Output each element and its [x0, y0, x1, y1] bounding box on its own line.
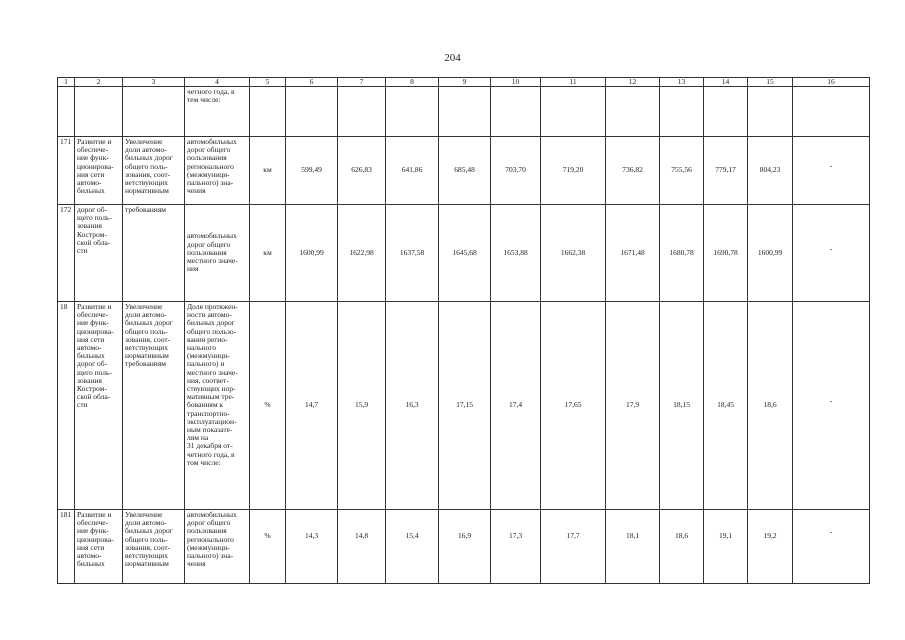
value-cell: 685,48: [439, 137, 491, 205]
table-row-172: [58, 205, 870, 302]
table-cell: [491, 87, 541, 137]
goal-cell: [123, 510, 185, 584]
value-cell: 736,82: [606, 137, 660, 205]
value-cell: 17,4: [491, 302, 541, 510]
value-cell: 18,15: [660, 302, 704, 510]
table-row-continuation: [58, 87, 870, 137]
goal-cell: [123, 302, 185, 510]
value-cell: 703,70: [491, 137, 541, 205]
note-cell: [793, 302, 870, 510]
table-cell: [541, 87, 606, 137]
cell-text: Увеличение доли автомо- бильных дорог общего поль- зования, соот- ветствующих нормативным: [125, 510, 173, 569]
value-cell: 1680,78: [660, 205, 704, 302]
indicator-name-cell: [185, 510, 250, 584]
value-cell: 1600,99: [286, 205, 338, 302]
value-cell: 16,9: [439, 510, 491, 584]
header-cell: 1: [58, 78, 75, 87]
cell-text: -: [829, 161, 833, 171]
value-cell: 1622,98: [338, 205, 386, 302]
note-cell: [793, 510, 870, 584]
header-cell: 3: [123, 78, 185, 87]
cell-text: -: [829, 396, 833, 406]
row-number-cell: 18: [58, 302, 75, 510]
indicator-name-cell: [185, 302, 250, 510]
header-cell: 13: [660, 78, 704, 87]
table-row-171: [58, 137, 870, 205]
value-cell: 1671,48: [606, 205, 660, 302]
goal-cell: [123, 205, 185, 302]
program-cell: [75, 302, 123, 510]
header-cell: 5: [250, 78, 286, 87]
value-cell: 17,65: [541, 302, 606, 510]
value-cell: 1645,68: [439, 205, 491, 302]
value-cell: 1653,88: [491, 205, 541, 302]
cell-text: Развитие и обеспече- ние функ- ционирова- ния сети автомо- бильных: [77, 137, 114, 196]
row-number-cell: 181: [58, 510, 75, 584]
table-cell: [286, 87, 338, 137]
value-cell: 17,7: [541, 510, 606, 584]
value-cell: 1600,99: [748, 205, 793, 302]
value-cell: 18,45: [704, 302, 748, 510]
page-number: 204: [444, 52, 461, 64]
indicator-name-cell: [185, 137, 250, 205]
value-cell: 1690,78: [704, 205, 748, 302]
header-cell: 14: [704, 78, 748, 87]
value-cell: 626,83: [338, 137, 386, 205]
value-cell: 14,8: [338, 510, 386, 584]
value-cell: 18,1: [606, 510, 660, 584]
value-cell: 719,20: [541, 137, 606, 205]
program-cell: [75, 510, 123, 584]
value-cell: 16,3: [386, 302, 439, 510]
table-row-181: [58, 510, 870, 584]
table-cell: [250, 87, 286, 137]
table-cell: [58, 87, 75, 137]
value-cell: 17,15: [439, 302, 491, 510]
indicator-name-cell: [185, 87, 250, 137]
cell-text: Увеличение доли автомо- бильных дорог общего поль- зования, соот- ветствующих нормативным требованиям: [125, 302, 173, 369]
value-cell: 19,1: [704, 510, 748, 584]
table-cell: [386, 87, 439, 137]
header-cell: 16: [793, 78, 870, 87]
table-cell: [704, 87, 748, 137]
cell-text: требованиям: [125, 205, 167, 214]
header-cell: 15: [748, 78, 793, 87]
table-cell: [660, 87, 704, 137]
unit-cell: %: [250, 510, 286, 584]
note-cell: [793, 137, 870, 205]
value-cell: 14,3: [286, 510, 338, 584]
table-cell: [606, 87, 660, 137]
table-cell: [439, 87, 491, 137]
row-number-cell: 172: [58, 205, 75, 302]
value-cell: 641,86: [386, 137, 439, 205]
value-cell: 755,56: [660, 137, 704, 205]
header-cell: 7: [338, 78, 386, 87]
cell-text: Развитие и обеспече- ние функ- ционирова- ния сети автомо- бильных дорог об- щего поль- зования Костром- ской обла- сти: [77, 302, 114, 410]
header-cell: 11: [541, 78, 606, 87]
unit-cell: км: [250, 137, 286, 205]
cell-text: Увеличение доли автомо- бильных дорог общего поль- зования, соот- ветствующих нормативным: [125, 137, 173, 196]
value-cell: 19,2: [748, 510, 793, 584]
cell-text: -: [829, 243, 833, 253]
indicator-table: [57, 77, 870, 584]
header-cell: 4: [185, 78, 250, 87]
table-row-18: [58, 302, 870, 510]
header-row: [58, 78, 870, 87]
value-cell: 15,9: [338, 302, 386, 510]
cell-text: -: [829, 527, 833, 536]
value-cell: 17,3: [491, 510, 541, 584]
value-cell: 1662,38: [541, 205, 606, 302]
cell-text: дорог об- щего поль- зования Костром- ской обла- сти: [77, 205, 112, 256]
note-cell: [793, 205, 870, 302]
value-cell: 18,6: [748, 302, 793, 510]
header-cell: 12: [606, 78, 660, 87]
row-number-cell: 171: [58, 137, 75, 205]
cell-text: автомобильных дорог общего пользования регионального (межмуници- пального) зна- чения: [187, 137, 237, 196]
value-cell: 1637,58: [386, 205, 439, 302]
table-cell: [793, 87, 870, 137]
indicator-name-cell: [185, 205, 250, 302]
value-cell: 14,7: [286, 302, 338, 510]
value-cell: 17,9: [606, 302, 660, 510]
cell-text: Развитие и обеспече- ние функ- ционирова- ния сети автомо- бильных: [77, 510, 114, 569]
header-cell: 9: [439, 78, 491, 87]
header-cell: 6: [286, 78, 338, 87]
value-cell: 18,6: [660, 510, 704, 584]
table-cell: [75, 87, 123, 137]
cell-text: автомобильных дорог общего пользования регионального (межмуници- пального) зна- чения: [187, 510, 237, 569]
value-cell: 779,17: [704, 137, 748, 205]
table-cell: [123, 87, 185, 137]
cell-text: автомобильных дорог общего пользования местного значе- ния: [187, 231, 238, 274]
unit-cell: км: [250, 205, 286, 302]
goal-cell: [123, 137, 185, 205]
header-cell: 10: [491, 78, 541, 87]
program-cell: [75, 137, 123, 205]
table-cell: [338, 87, 386, 137]
unit-cell: %: [250, 302, 286, 510]
program-cell: [75, 205, 123, 302]
header-cell: 2: [75, 78, 123, 87]
value-cell: 599,49: [286, 137, 338, 205]
header-cell: 8: [386, 78, 439, 87]
table-cell: [748, 87, 793, 137]
value-cell: 15,4: [386, 510, 439, 584]
value-cell: 804,23: [748, 137, 793, 205]
cell-text: Доля протяжен- ности автомо- бильных дорог общего пользо- вания регио- нального (межмуници- пального) и местного значе- ния, соответ- ствующих нор- мативным тре- бованиям к транспортно- эксплуатацион- ным показате- лям на 31 декабря от- четного года, в том числе:: [187, 302, 238, 467]
cell-text: четного года, в тем числе:: [187, 87, 235, 105]
